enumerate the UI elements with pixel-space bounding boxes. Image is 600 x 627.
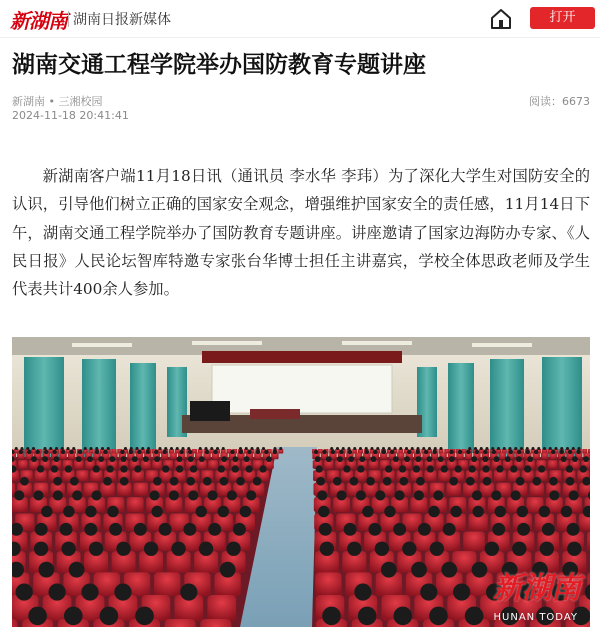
article-paragraph: 新湖南客户端11月18日讯（通讯员 李水华 李玮）为了深化大学生对国防安全的认识，引导他们树立正确的国家安全观念，增强维护国家安全的责任感，11月14日下午，湖南交通工程学院举办了国防教育专题讲座。讲座邀请了国家边海防办专家、《人民日报》人民论坛智库特邀专家张台华博士担任主讲嘉宾，学校全体思政老师及学生代表共计400余人参加。 — [12, 167, 590, 299]
article-title: 湖南交通工程学院举办国防教育专题讲座 — [12, 52, 426, 78]
article-photo[interactable] — [12, 337, 590, 627]
brand-divider — [68, 11, 69, 27]
article-source[interactable]: 新湖南 • 三湘校园 — [12, 95, 103, 108]
home-icon[interactable] — [488, 6, 514, 32]
top-bar — [0, 0, 600, 38]
open-app-button[interactable]: 打开 — [530, 7, 595, 29]
watermark-logo: 新湖南 — [493, 571, 580, 606]
article-datetime: 2024-11-18 20:41:41 — [12, 109, 129, 122]
header-divider — [0, 37, 600, 38]
read-count: 阅读：6673 — [529, 95, 590, 108]
brand-subtitle: 湖南日报新媒体 — [73, 12, 171, 28]
watermark-subtext: HUNAN TODAY — [493, 612, 578, 623]
brand-logo[interactable]: 新湖南 — [10, 9, 67, 33]
